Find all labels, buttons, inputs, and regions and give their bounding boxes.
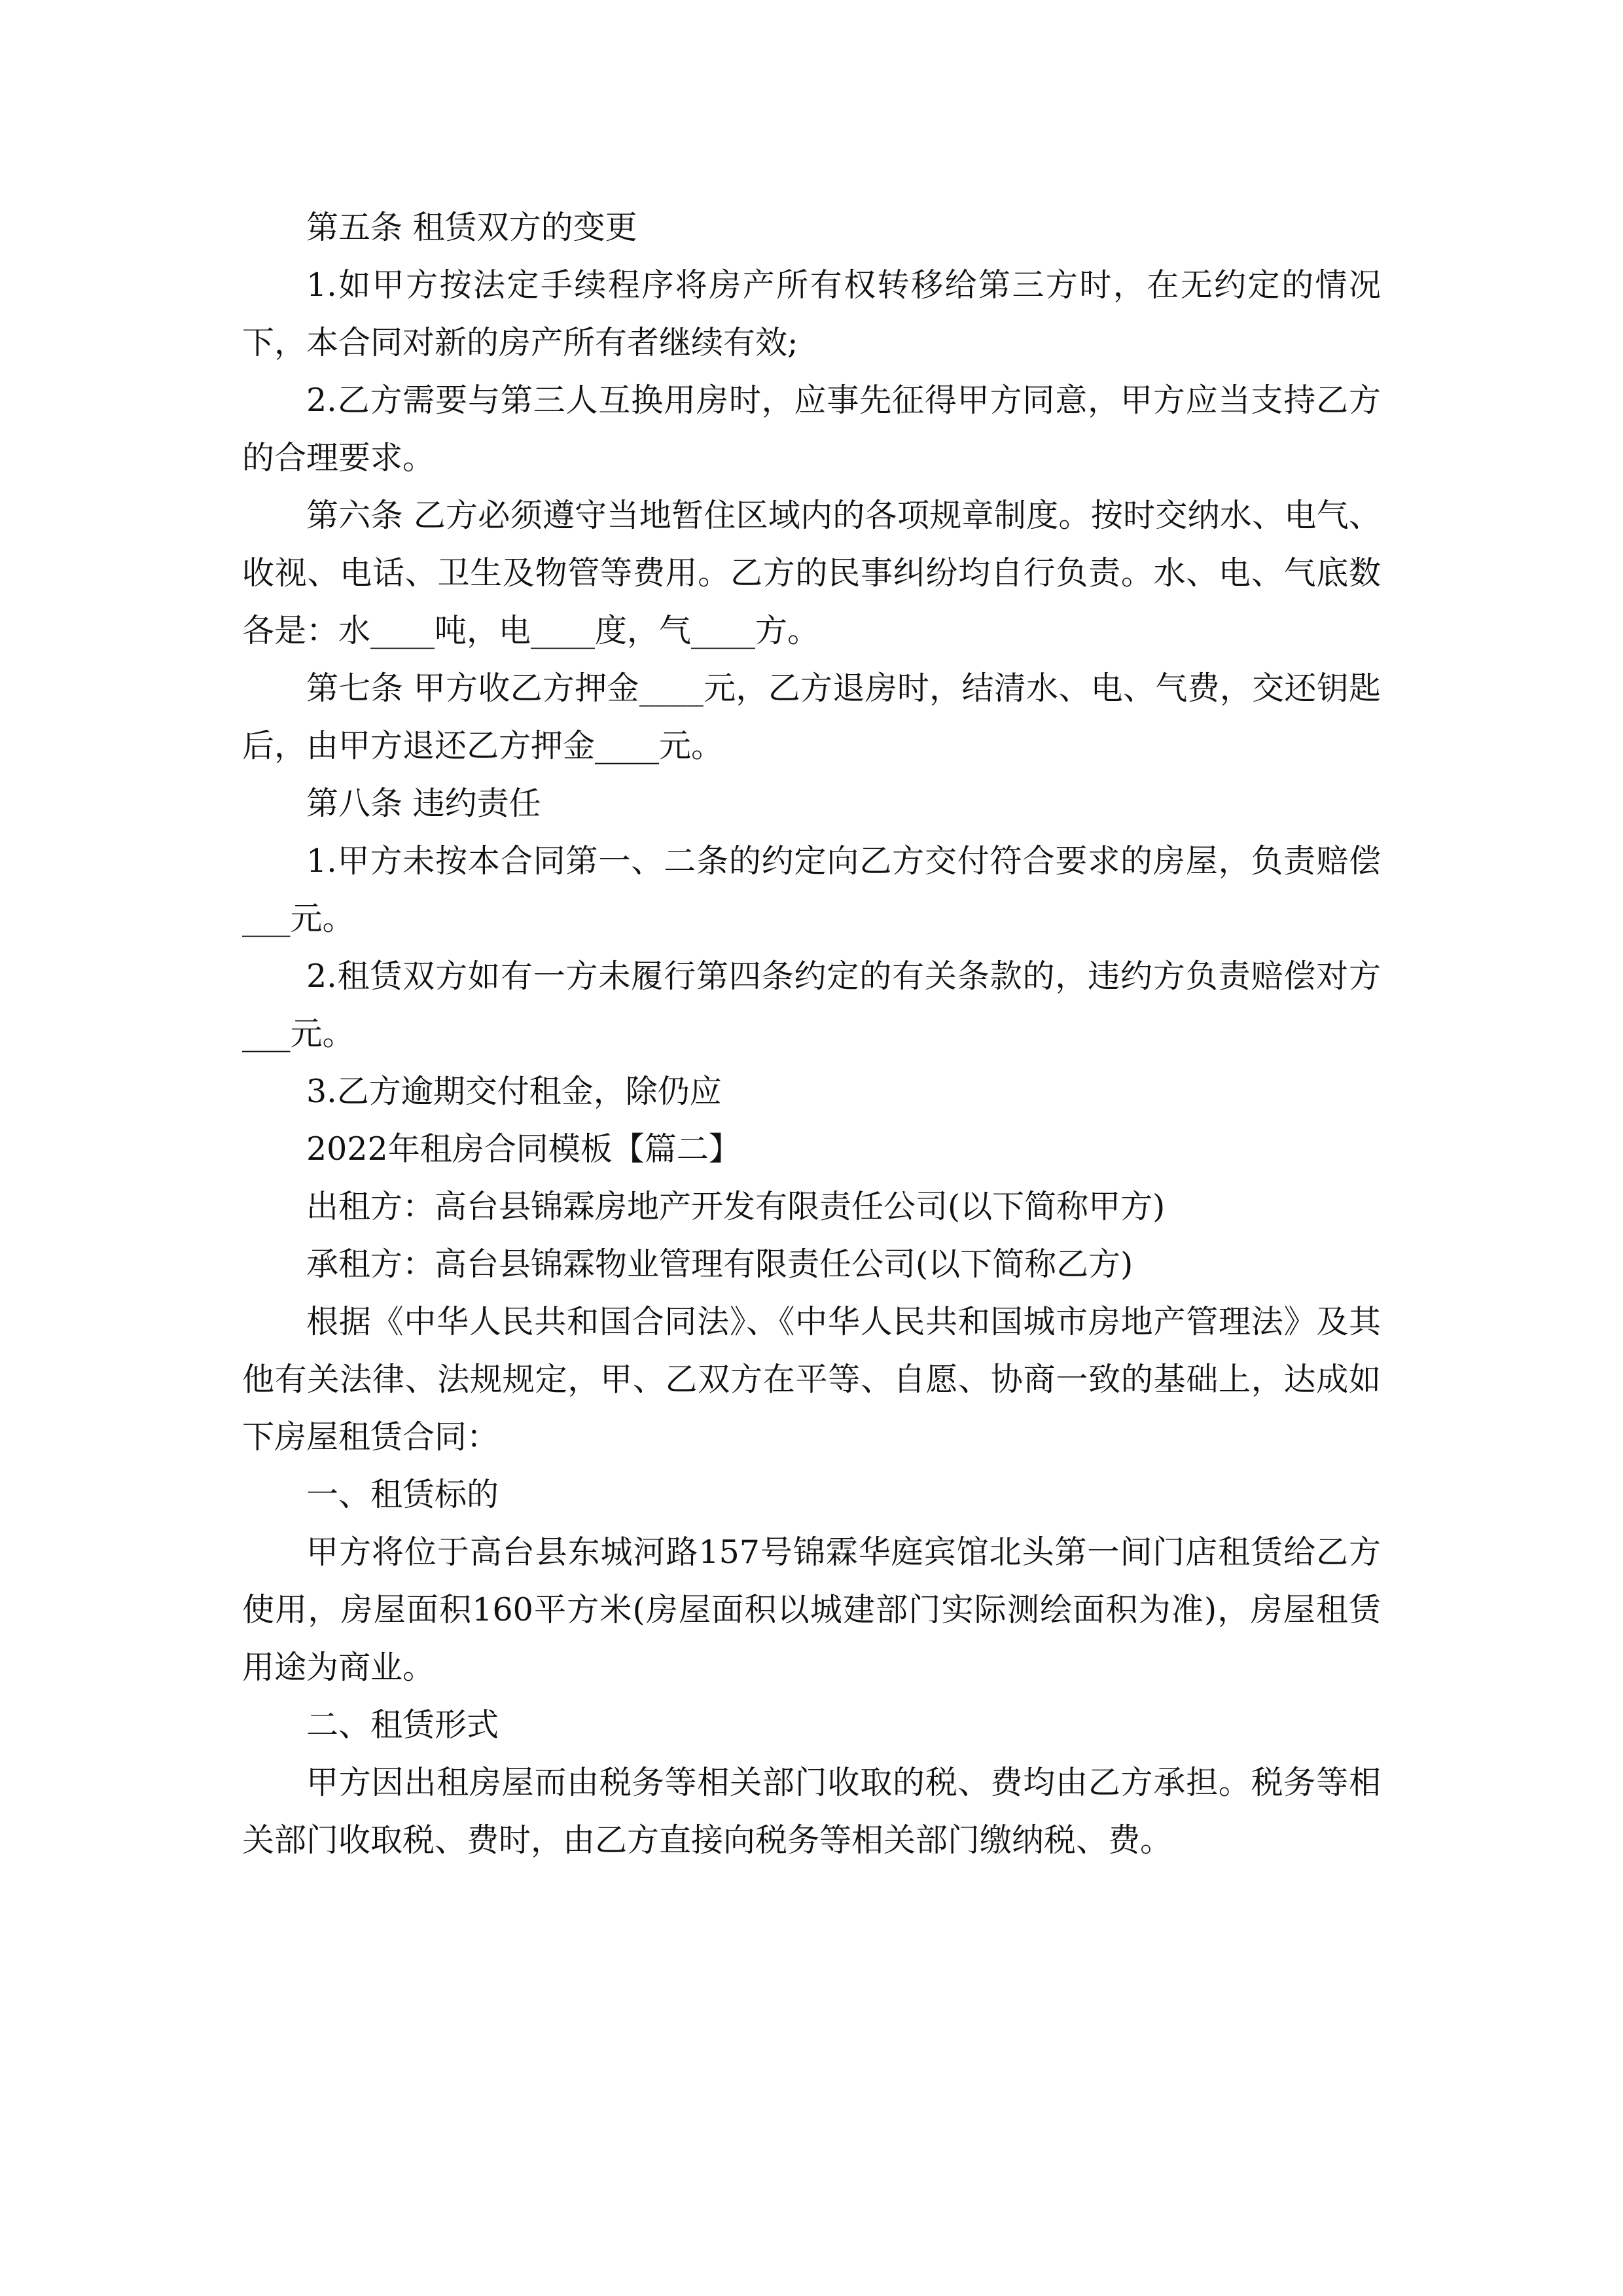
article-5-heading: 第五条 租赁双方的变更 (306, 209, 637, 246)
article-6-paragraph: 第六条 乙方必须遵守当地暂住区域内的各项规章制度。按时交纳水、电气、收视、电话、卫生及物管等费用。乙方的民事纠纷均自行负责。水、电、气底数各是：水____吨，电____度，气____方。 (242, 497, 1381, 649)
article-8-heading: 第八条 违约责任 (306, 785, 541, 822)
part-1-heading: 一、租赁标的 (306, 1476, 499, 1513)
preamble-paragraph: 根据《中华人民共和国合同法》、《中华人民共和国城市房地产管理法》及其他有关法律、法规规定，甲、乙双方在平等、自愿、协商一致的基础上，达成如下房屋租赁合同： (242, 1303, 1381, 1456)
article-8-clause-2: 2.租赁双方如有一方未履行第四条约定的有关条款的，违约方负责赔偿对方___元。 (242, 958, 1381, 1052)
lessee-line: 承租方：高台县锦霖物业管理有限责任公司(以下简称乙方) (306, 1246, 1133, 1283)
article-8-clause-3: 3.乙方逾期交付租金，除仍应 (306, 1073, 722, 1110)
part-2-paragraph: 甲方因出租房屋而由税务等相关部门收取的税、费均由乙方承担。税务等相关部门收取税、费时，由乙方直接向税务等相关部门缴纳税、费。 (242, 1764, 1381, 1859)
section-title: 2022年租房合同模板【篇二】 (306, 1130, 741, 1168)
document-page (242, 199, 1381, 1869)
article-8-clause-1: 1.甲方未按本合同第一、二条的约定向乙方交付符合要求的房屋，负责赔偿___元。 (242, 842, 1381, 937)
part-2-heading: 二、租赁形式 (306, 1706, 499, 1744)
article-7-paragraph: 第七条 甲方收乙方押金____元，乙方退房时，结清水、电、气费，交还钥匙后，由甲方退还乙方押金____元。 (242, 670, 1381, 764)
article-5-clause-1: 1.如甲方按法定手续程序将房产所有权转移给第三方时，在无约定的情况下，本合同对新的房产所有者继续有效; (242, 266, 1381, 361)
article-5-clause-2: 2.乙方需要与第三人互换用房时，应事先征得甲方同意，甲方应当支持乙方的合理要求。 (242, 382, 1381, 476)
lessor-line: 出租方：高台县锦霖房地产开发有限责任公司(以下简称甲方) (306, 1188, 1166, 1225)
part-1-paragraph: 甲方将位于高台县东城河路157号锦霖华庭宾馆北头第一间门店租赁给乙方使用，房屋面积160平方米(房屋面积以城建部门实际测绘面积为准)，房屋租赁用途为商业。 (242, 1534, 1381, 1686)
